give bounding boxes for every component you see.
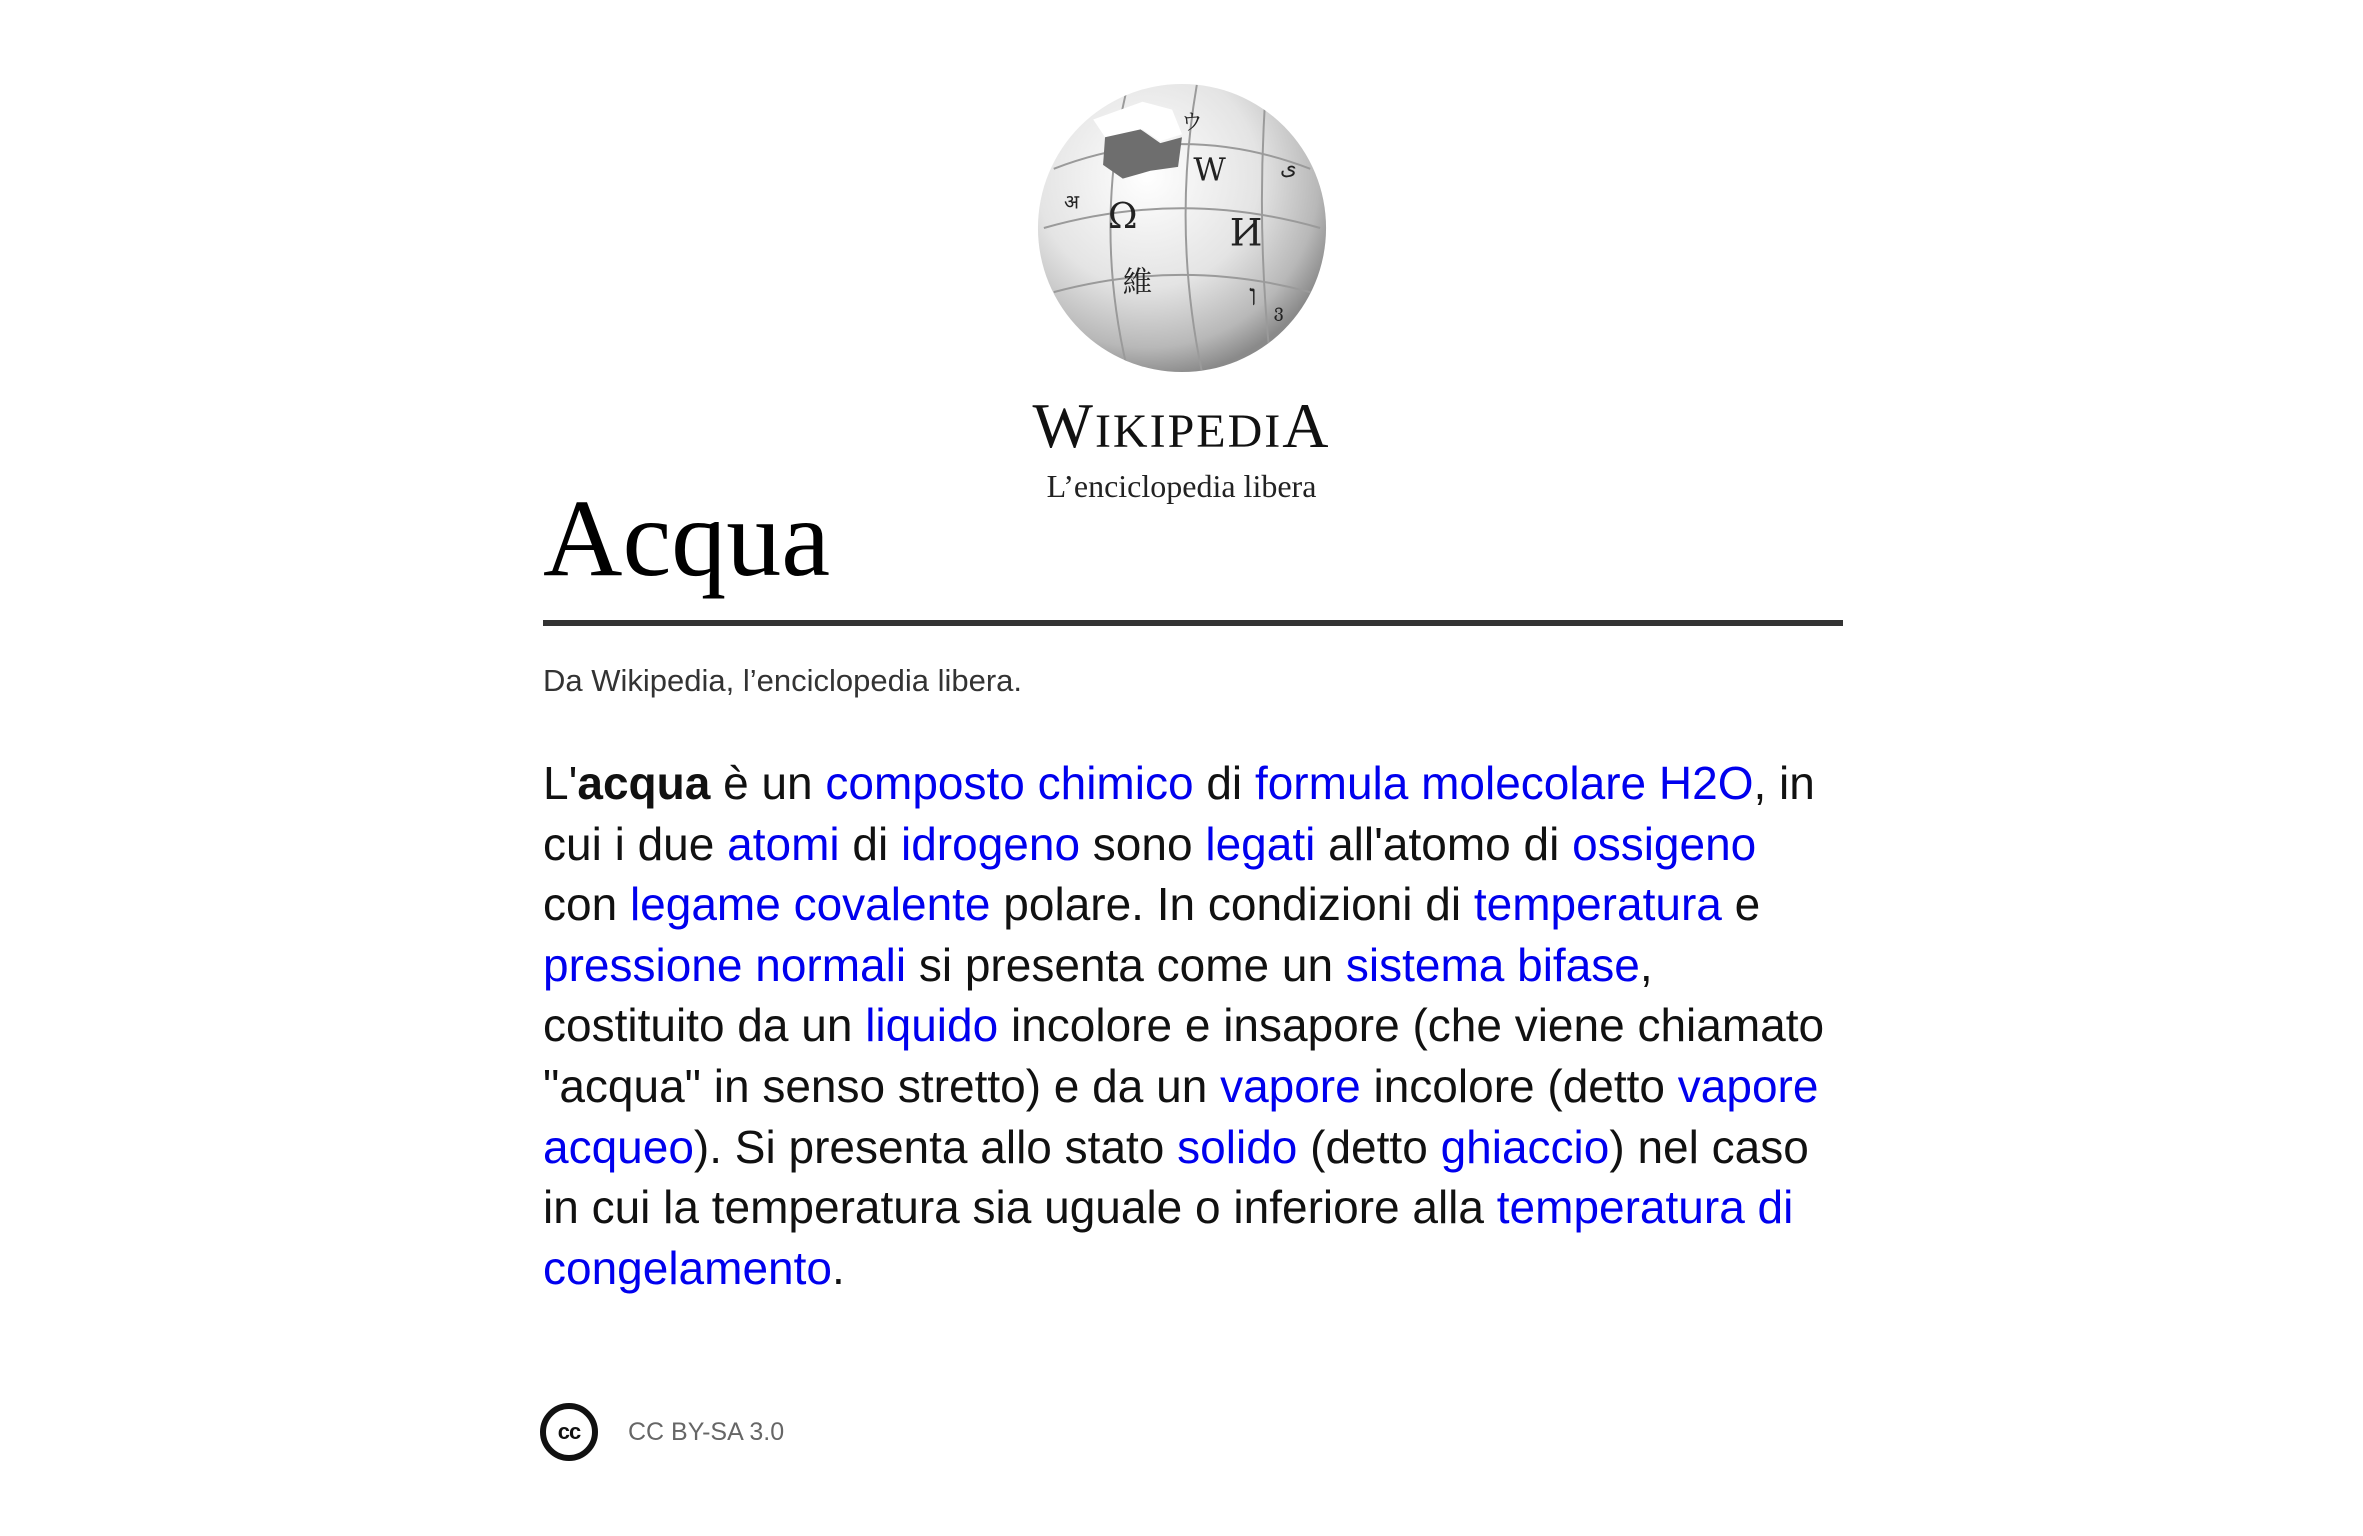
wikipedia-wordmark: WIKIPEDIA — [1032, 390, 1331, 461]
wikipedia-tagline: L’enciclopedia libera — [1046, 468, 1317, 504]
page-subtitle: Da Wikipedia, l’enciclopedia libera. — [543, 663, 1023, 698]
link-legati[interactable]: legati — [1205, 817, 1316, 870]
link-vapore[interactable]: vapore — [1220, 1059, 1361, 1112]
link-temperatura[interactable]: temperatura — [1473, 878, 1722, 931]
link-liquido[interactable]: liquido — [865, 999, 999, 1052]
svg-text:ی: ی — [1279, 155, 1297, 181]
svg-text:W: W — [1192, 152, 1226, 189]
svg-text:ו: ו — [1248, 277, 1257, 312]
link-vapore-acqueo[interactable]: vapore acqueo — [543, 1059, 1819, 1173]
link-ghiaccio[interactable]: ghiaccio — [1440, 1120, 1610, 1173]
article — [543, 478, 1843, 1344]
link-h2o[interactable]: H2O — [1658, 757, 1754, 809]
license-footer — [540, 1403, 784, 1461]
svg-text:Ω: Ω — [1107, 196, 1138, 237]
svg-text:И: И — [1229, 210, 1262, 255]
svg-text:維: 維 — [1122, 265, 1152, 300]
link-legame-covalente[interactable]: legame covalente — [629, 878, 991, 931]
link-solido[interactable]: solido — [1177, 1120, 1298, 1173]
page-title: Acqua — [543, 477, 831, 599]
link-pressione-normali[interactable]: pressione normali — [543, 938, 907, 991]
link-atomi[interactable]: atomi — [727, 817, 840, 870]
creative-commons-icon: cc — [540, 1403, 598, 1461]
link-formula-molecolare[interactable]: formula molecolare — [1254, 757, 1647, 809]
link-temperatura-di-congelamento[interactable]: temperatura di congelamento — [543, 1181, 1794, 1294]
wikipedia-logo — [0, 80, 2363, 506]
link-composto-chimico[interactable]: composto chimico — [825, 757, 1194, 809]
link-sistema-bifase[interactable]: sistema bifase — [1345, 938, 1640, 991]
article-paragraph: L'acqua è un composto chimico di formula molecolare H2O, in cui i due atomi di idrogeno sono legati all'atomo di ossigeno con legame covalente polare. In condizioni di temperatura e pressione normali si presenta come un sistema bifase, costituito da un liquido incolore e insapore (che viene chiamato "acqua" in senso stretto) e da un vapore incolore (detto vapore acqueo). Si presenta allo stato solido (detto ghiaccio) nel caso in cui la temperatura sia uguale o inferiore alla temperatura di congelamento. — [543, 757, 1825, 1294]
svg-text:अ: अ — [1063, 190, 1079, 214]
wikipedia-globe-icon — [1034, 80, 1330, 376]
license-text: CC BY-SA 3.0 — [628, 1417, 785, 1446]
svg-text:ウ: ウ — [1180, 110, 1203, 136]
link-ossigeno[interactable]: ossigeno — [1572, 817, 1757, 870]
article-subject: acqua — [577, 757, 711, 809]
title-divider — [543, 620, 1843, 626]
svg-text:ვ: ვ — [1273, 301, 1284, 322]
link-idrogeno[interactable]: idrogeno — [900, 817, 1081, 870]
